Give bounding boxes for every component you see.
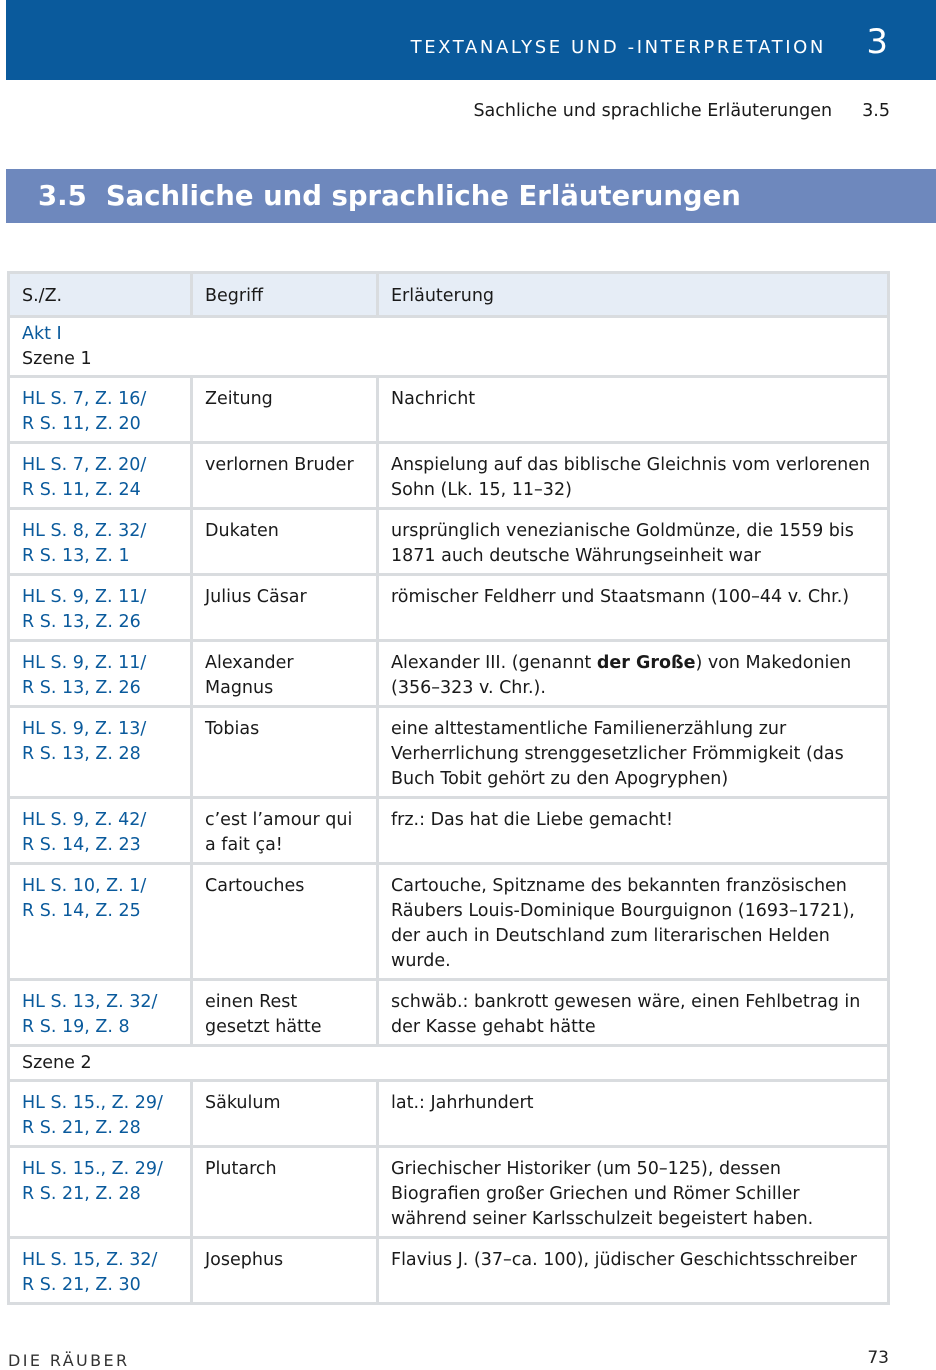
term-cell: Säkulum <box>192 1081 378 1147</box>
explanation-cell: lat.: Jahrhundert <box>378 1081 889 1147</box>
explanation-cell: römischer Feldherr und Staatsmann (100–44 v. Chr.) <box>378 575 889 641</box>
reference-cell <box>9 377 192 443</box>
table-row <box>9 864 889 980</box>
reference-line: R S. 21, Z. 28 <box>22 1118 141 1138</box>
reference-line: R S. 14, Z. 25 <box>22 901 141 921</box>
explanation-cell: schwäb.: bankrott gewesen wäre, einen Fehlbetrag in der Kasse gehabt hätte <box>378 980 889 1046</box>
reference-cell <box>9 798 192 864</box>
reference-cell <box>9 1147 192 1238</box>
table-row <box>9 1081 889 1147</box>
term-cell: Dukaten <box>192 509 378 575</box>
table-row <box>9 1147 889 1238</box>
reference-line: HL S. 15., Z. 29/ <box>22 1159 163 1179</box>
reference-line: R S. 21, Z. 30 <box>22 1275 141 1295</box>
table-row <box>9 443 889 509</box>
reference-line: HL S. 7, Z. 16/ <box>22 389 147 409</box>
reference-cell <box>9 575 192 641</box>
explanation-cell: Flavius J. (37–ca. 100), jüdischer Geschichtsschreiber <box>378 1238 889 1304</box>
reference-cell <box>9 509 192 575</box>
reference-line: HL S. 15., Z. 29/ <box>22 1093 163 1113</box>
explanation-cell: eine alttestamentliche Familienerzählung zur Verherrlichung strenggesetzlicher Frömmigkeit (das Buch Tobit gehört zu den Apogryphen) <box>378 707 889 798</box>
column-header-reference: S./Z. <box>9 273 192 317</box>
table-row <box>9 509 889 575</box>
term-cell: Cartouches <box>192 864 378 980</box>
table-row <box>9 707 889 798</box>
subsection-title: Sachliche und sprachliche Erläuterungen <box>473 101 833 121</box>
book-title: DIE RÄUBER <box>8 1351 130 1370</box>
page-number: 73 <box>867 1348 889 1368</box>
explanation-cell: Anspielung auf das biblische Gleichnis vom verlorenen Sohn (Lk. 15, 11–32) <box>378 443 889 509</box>
reference-line: R S. 13, Z. 1 <box>22 546 130 566</box>
reference-line: R S. 13, Z. 28 <box>22 744 141 764</box>
explanation-cell: frz.: Das hat die Liebe gemacht! <box>378 798 889 864</box>
chapter-heading <box>38 180 741 212</box>
term-cell: Plutarch <box>192 1147 378 1238</box>
reference-line: HL S. 9, Z. 13/ <box>22 719 147 739</box>
glossary-table <box>7 271 890 1305</box>
reference-line: R S. 21, Z. 28 <box>22 1184 141 1204</box>
reference-cell <box>9 707 192 798</box>
reference-line: R S. 19, Z. 8 <box>22 1017 130 1037</box>
reference-cell <box>9 864 192 980</box>
term-cell: Tobias <box>192 707 378 798</box>
reference-cell <box>9 1238 192 1304</box>
reference-line: R S. 11, Z. 24 <box>22 480 141 500</box>
reference-cell <box>9 443 192 509</box>
reference-line: HL S. 8, Z. 32/ <box>22 521 147 541</box>
explanation-emphasis: der Große <box>596 653 696 673</box>
column-header-term: Begriff <box>192 273 378 317</box>
reference-line: HL S. 7, Z. 20/ <box>22 455 147 475</box>
term-cell: Alexander Magnus <box>192 641 378 707</box>
reference-line: R S. 11, Z. 20 <box>22 414 141 434</box>
reference-cell <box>9 980 192 1046</box>
reference-line: HL S. 10, Z. 1/ <box>22 876 147 896</box>
chapter-number: 3.5 <box>38 180 87 212</box>
explanation-cell: Nachricht <box>378 377 889 443</box>
reference-line: HL S. 9, Z. 11/ <box>22 653 147 673</box>
explanation-text: Alexander III. (genannt <box>391 653 597 673</box>
term-cell: Josephus <box>192 1238 378 1304</box>
reference-line: HL S. 13, Z. 32/ <box>22 992 158 1012</box>
scene-label: Szene 2 <box>22 1053 92 1073</box>
act-scene-cell <box>9 317 889 377</box>
table-row <box>9 1238 889 1304</box>
chapter-header-bar <box>6 0 936 80</box>
term-cell: c’est l’amour qui a fait ça! <box>192 798 378 864</box>
table-row <box>9 798 889 864</box>
scene-label: Szene 1 <box>22 349 92 369</box>
term-cell: Zeitung <box>192 377 378 443</box>
chapter-title: Sachliche und sprachliche Erläuterungen <box>105 180 741 212</box>
term-cell: einen Rest gesetzt hätte <box>192 980 378 1046</box>
explanation-cell: ursprünglich venezianische Goldmünze, die 1559 bis 1871 auch deutsche Währungseinheit war <box>378 509 889 575</box>
reference-line: R S. 14, Z. 23 <box>22 835 141 855</box>
reference-line: HL S. 15, Z. 32/ <box>22 1250 158 1270</box>
chapter-title-band <box>6 169 936 223</box>
reference-line: R S. 13, Z. 26 <box>22 612 141 632</box>
term-cell: Julius Cäsar <box>192 575 378 641</box>
explanation-cell: Griechischer Historiker (um 50–125), dessen Biografien großer Griechen und Römer Schiller während seiner Karlsschulzeit begeistert haben. <box>378 1147 889 1238</box>
section-title: TEXTANALYSE UND -INTERPRETATION <box>410 37 826 58</box>
subsection-number: 3.5 <box>862 101 890 121</box>
explanation-cell: Cartouche, Spitzname des bekannten französischen Räubers Louis-Dominique Bourguignon (1693–1721), der auch in Deutschland zum literarischen Helden wurde. <box>378 864 889 980</box>
column-header-explanation: Erläuterung <box>378 273 889 317</box>
table-row <box>9 641 889 707</box>
explanation-cell <box>378 641 889 707</box>
term-cell: verlornen Bruder <box>192 443 378 509</box>
reference-cell <box>9 1081 192 1147</box>
table-header-row <box>9 273 889 317</box>
running-subheading <box>473 101 890 121</box>
table-row <box>9 575 889 641</box>
reference-line: HL S. 9, Z. 42/ <box>22 810 147 830</box>
reference-line: R S. 13, Z. 26 <box>22 678 141 698</box>
act-scene-row <box>9 317 889 377</box>
section-number: 3 <box>866 22 888 62</box>
reference-cell <box>9 641 192 707</box>
act-label: Akt I <box>22 324 62 344</box>
explanation-text: ) von Makedonien (356–323 v. Chr.). <box>391 653 852 698</box>
scene-row <box>9 1046 889 1081</box>
table-row <box>9 377 889 443</box>
table-row <box>9 980 889 1046</box>
reference-line: HL S. 9, Z. 11/ <box>22 587 147 607</box>
scene-cell <box>9 1046 889 1081</box>
